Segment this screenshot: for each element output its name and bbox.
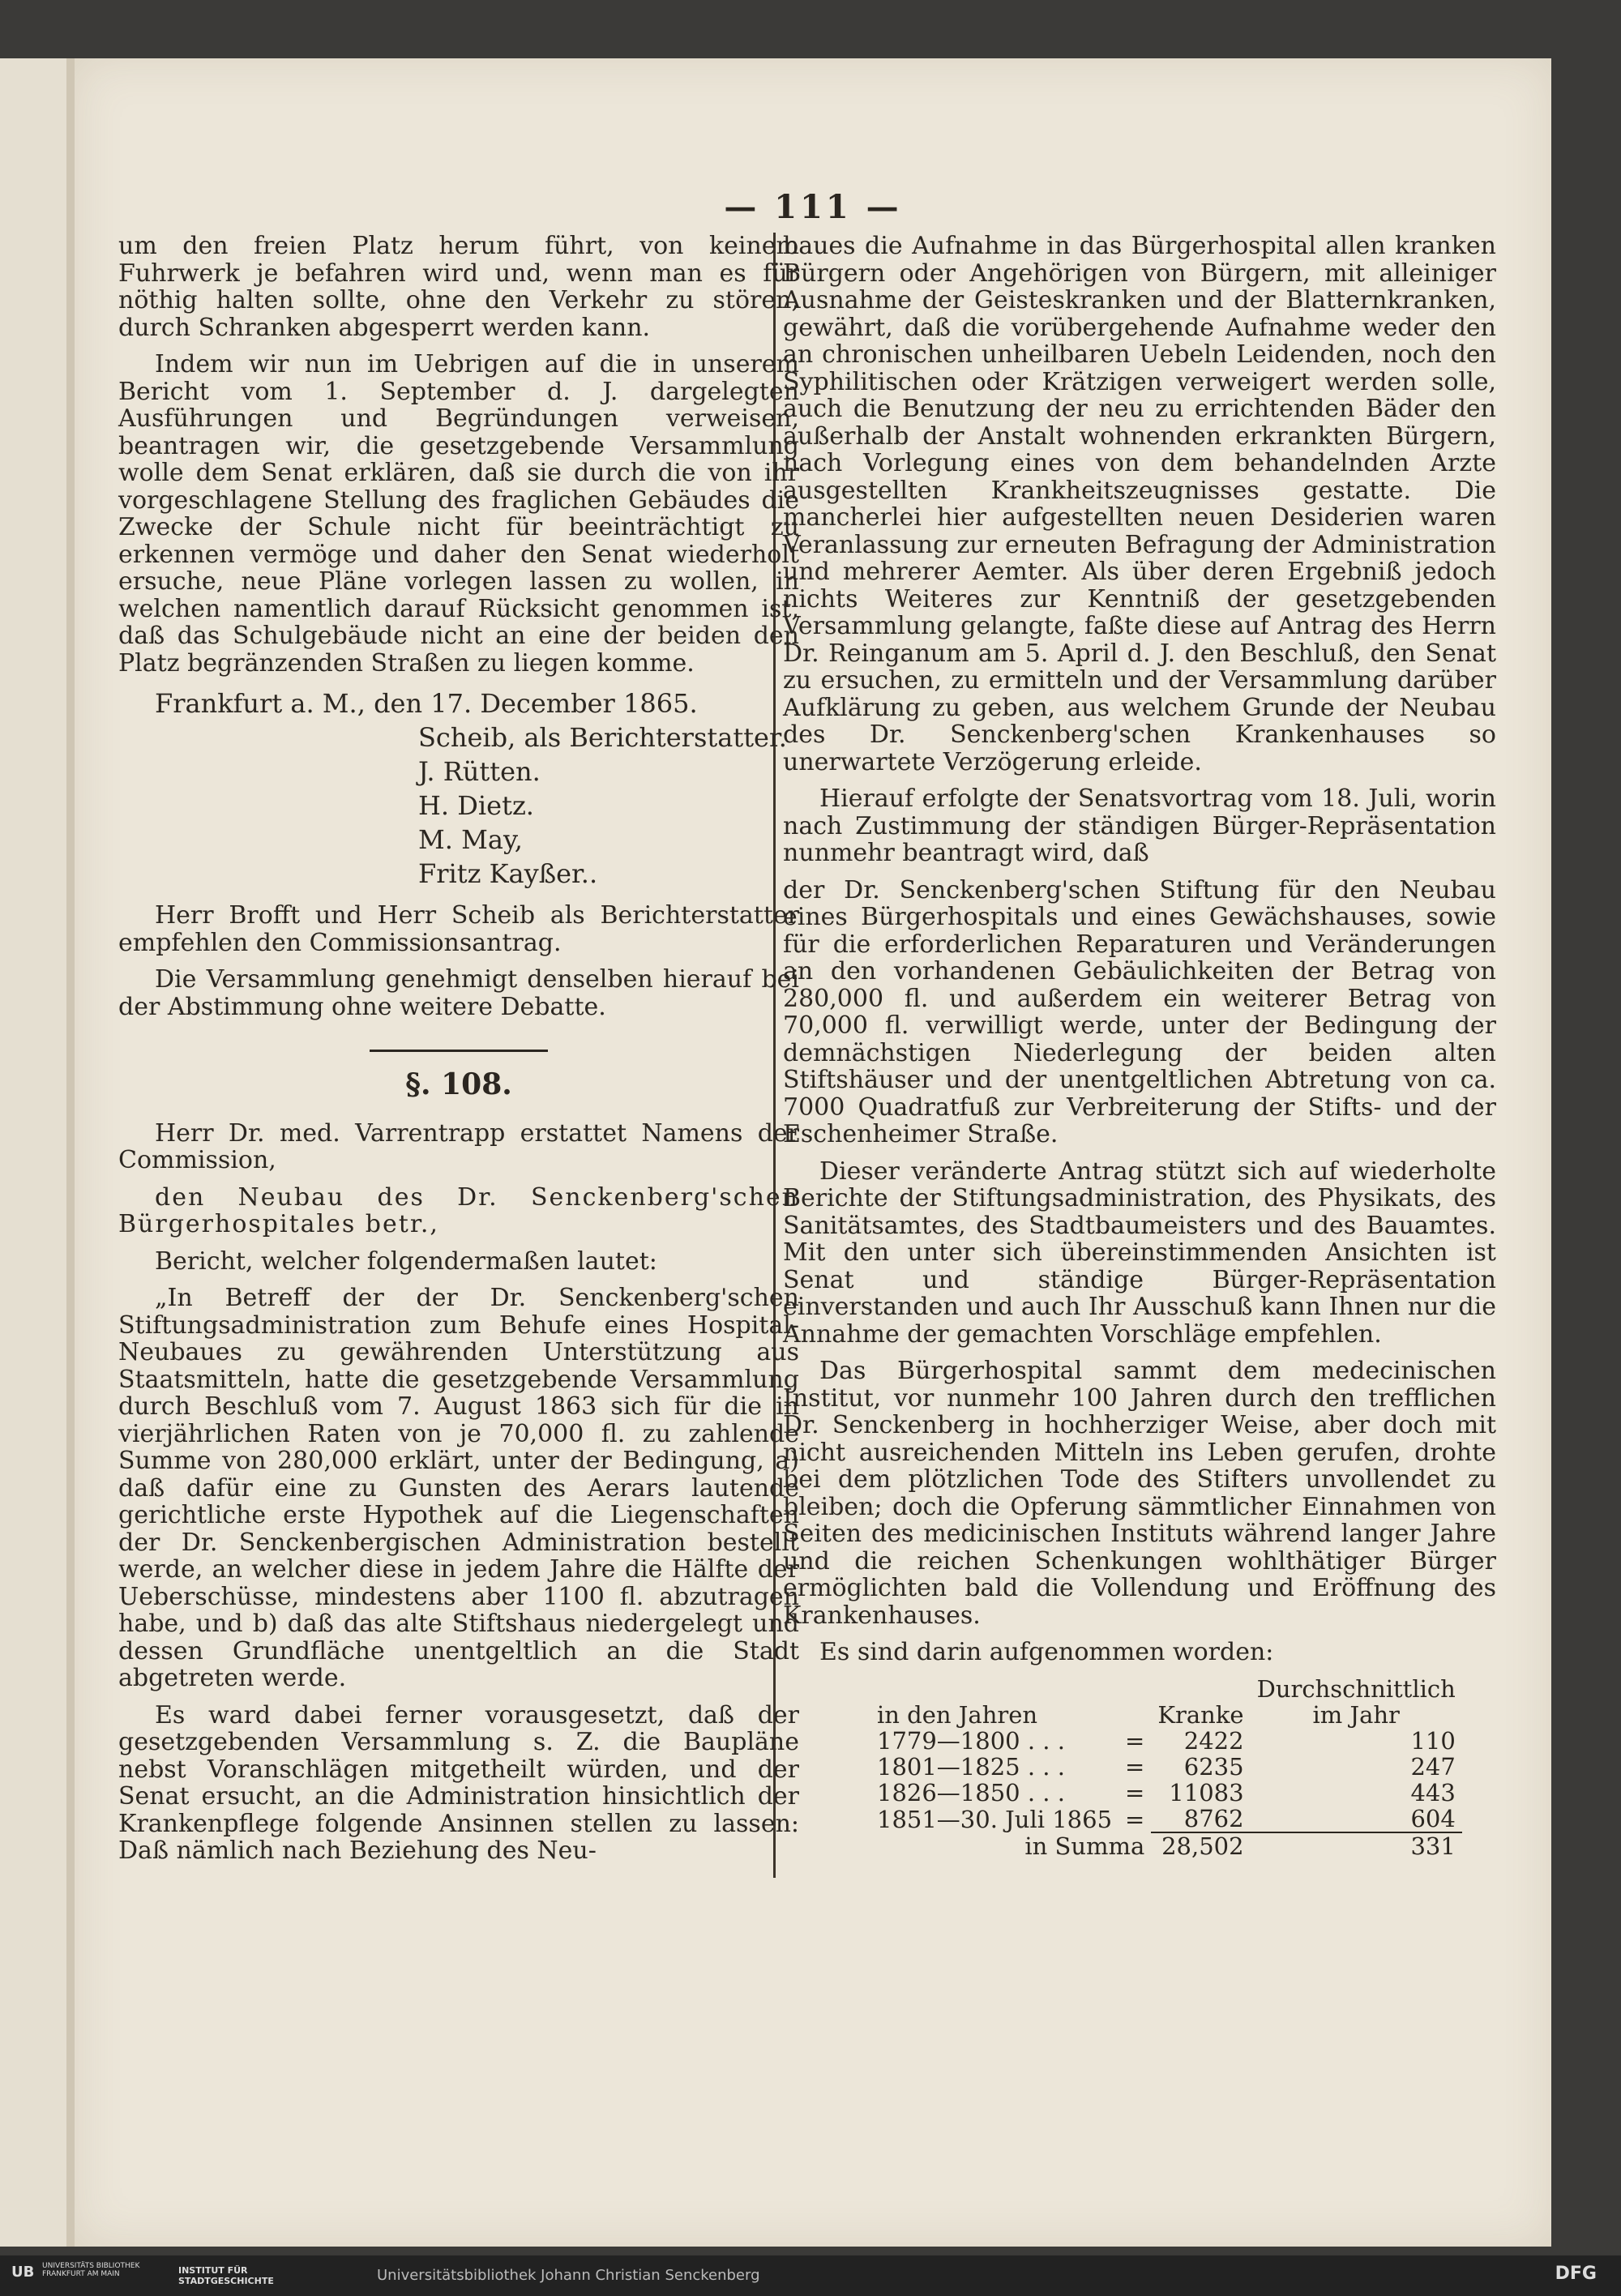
signature: J. Rütten.: [418, 756, 541, 787]
dfg-logo: DFG: [1555, 2264, 1597, 2284]
paragraph: Herr Dr. med. Varrentrapp erstattet Namens der Commission,: [118, 1118, 799, 1174]
table-row: [870, 1806, 1462, 1832]
paragraph: Es ward dabei ferner vorausgesetzt, daß der gesetzgebenden Versammlung s. Z. die Baupläne nebst Voranschlägen mitgetheilt würden, und der Senat ersucht, an die Administration hinsichtlich der Krankenpflege folgende Ansinnen stellen zu lassen: Daß nämlich nach Beziehung des Neu-: [118, 1700, 799, 1865]
table-cell: 6235: [1183, 1752, 1244, 1781]
paragraph: Bericht, welcher folgendermaßen lautet:: [155, 1246, 657, 1276]
admissions-table: [870, 1676, 1462, 1859]
signature: H. Dietz.: [418, 790, 534, 821]
institute-logo: INSTITUT FÜR STADTGESCHICHTE: [178, 2265, 274, 2286]
library-name: Universitätsbibliothek Johann Christian Senckenberg: [377, 2267, 760, 2284]
signature-block: [118, 686, 799, 891]
subject-line: den Neubau des Dr. Senckenberg'schen Bürgerhospitales betr.,: [118, 1182, 799, 1238]
table-cell: 11083: [1169, 1778, 1244, 1806]
table-cell: 443: [1410, 1778, 1456, 1806]
table-cell: 8762: [1183, 1804, 1244, 1832]
paragraph: um den freien Platz herum führt, von keinem Fuhrwerk je befahren wird und, wenn man es für nöthig halten sollte, ohne den Verkehr zu stören, durch Schranken abgesperrt werden kann.: [118, 232, 799, 342]
paragraph: Hierauf erfolgte der Senatsvortrag vom 18. Juli, worin nach Zustimmung der ständigen Bürger-Repräsentation nunmehr beantragt wird, daß: [783, 785, 1496, 867]
sum-label: in Summa: [1024, 1832, 1145, 1860]
previous-page-edge: [0, 58, 75, 2247]
table-cell: 110: [1410, 1726, 1456, 1755]
table-cell: 247: [1410, 1752, 1456, 1781]
right-column: [783, 233, 1496, 1859]
signature: Fritz Kayßer..: [418, 858, 598, 889]
table-cell: 1826—1850 . . .: [877, 1778, 1065, 1806]
paragraph: Das Bürgerhospital sammt dem medecinischen Institut, vor nunmehr 100 Jahren durch den trefflichen Dr. Senckenberg in hochherziger Weise, aber doch mit nicht ausreichenden Mitteln ins Leben gerufen, drohte bei dem plötzlichen Tode des Stifters unvollendet zu bleiben; doch die Opferung sämmtlicher Einnahmen von Seiten des medicinischen Instituts während langer Jahre und die reichen Schenkungen wohlthätiger Bürger ermöglichten bald die Vollendung und Eröffnung des Krankenhauses.: [783, 1357, 1496, 1630]
section-rule: [370, 1050, 548, 1052]
left-column: [118, 233, 799, 1875]
ub-logo: UB: [11, 2264, 35, 2281]
paragraph: Herr Brofft und Herr Scheib als Berichterstatter empfehlen den Commissionsantrag.: [118, 901, 799, 957]
table-cell: 2422: [1183, 1726, 1244, 1755]
paragraph: Die Versammlung genehmigt denselben hierauf bei der Abstimmung ohne weitere Debatte.: [118, 965, 799, 1021]
table-cell: =: [1125, 1778, 1145, 1806]
signature: Scheib, als Berichterstatter.: [418, 722, 787, 753]
page-number: — 111 —: [724, 188, 902, 226]
column-header: in den Jahren: [877, 1700, 1038, 1729]
table-row: [870, 1780, 1462, 1806]
table-cell: =: [1125, 1726, 1145, 1755]
paragraph: Es sind darin aufgenommen worden:: [819, 1638, 1274, 1666]
column-header: Durchschnittlich: [1256, 1674, 1456, 1703]
table-cell: 1851—30. Juli 1865: [877, 1805, 1113, 1833]
table-cell: 604: [1410, 1804, 1456, 1832]
sum-row: [870, 1832, 1462, 1859]
section-heading: §. 108.: [405, 1067, 512, 1101]
table-cell: =: [1125, 1752, 1145, 1781]
signature: M. May,: [418, 824, 523, 855]
place-date: Frankfurt a. M., den 17. December 1865.: [155, 688, 698, 719]
column-header: Kranke: [1157, 1700, 1244, 1729]
ub-logo-text: UNIVERSITÄTS BIBLIOTHEK FRANKFURT AM MAIN: [42, 2262, 140, 2278]
sum-avg: 331: [1251, 1832, 1462, 1859]
table-cell: =: [1125, 1805, 1145, 1833]
table-cell: 1801—1825 . . .: [877, 1752, 1065, 1781]
viewer-footer: [0, 2255, 1621, 2296]
column-header: im Jahr: [1312, 1700, 1400, 1729]
quoted-motion: der Dr. Senckenberg'schen Stiftung für den Neubau eines Bürgerhospitals und eines Gewächshauses, sowie für die erforderlichen Reparaturen und Veränderungen an den vorhandenen Gebäulichkeiten der Betrag von 280,000 fl. und außerdem ein weiterer Betrag von 70,000 fl. verwilligt werde, unter der Bedingung der demnächstigen Niederlegung der beiden alten Stiftshäuser und der unentgeltlichen Abtretung von ca. 7000 Quadratfuß zur Verbreiterung der Stifts- und der Eschenheimer Straße.: [783, 875, 1496, 1148]
paragraph: baues die Aufnahme in das Bürgerhospital allen kranken Bürgern oder Angehörigen von Bürgern, mit alleiniger Ausnahme der Geisteskranken und der Blatternkranken, gewährt, daß die vorübergehende Aufnahme weder den an chronischen unheilbaren Uebeln Leidenden, noch den Syphilitischen oder Krätzigen verweigert werden solle, auch die Benutzung der neu zu errichtenden Bäder den außerhalb der Anstalt wohnenden erkrankten Bürgern, nach Vorlegung eines von dem behandelnden Arzte ausgestellten Krankheitszeugnisses gestatte. Die mancherlei hier aufgestellten neuen Desiderien waren Veranlassung zur erneuten Befragung der Administration und mehrerer Aemter. Als über deren Ergebniß jedoch nichts Weiteres zur Kenntniß der gesetzgebenden Versammlung gelangte, faßte diese auf Antrag des Herrn Dr. Reinganum am 5. April d. J. den Beschluß, den Senat zu ersuchen, zu ermitteln und der Versammlung darüber Aufklärung zu geben, aus welchem Grunde der Neubau des Dr. Senckenberg'schen Krankenhauses so unerwartete Verzögerung erleide.: [783, 232, 1496, 776]
table-row: [870, 1728, 1462, 1754]
table-row: [870, 1754, 1462, 1780]
paragraph: Indem wir nun im Uebrigen auf die in unserem Bericht vom 1. September d. J. dargelegten Ausführungen und Begründungen verweisen, beantragen wir, die gesetzgebende Versammlung wolle dem Senat erklären, daß sie durch die von ihr vorgeschlagene Stellung des fraglichen Gebäudes die Zwecke der Schule nicht für beeinträchtigt zu erkennen vermöge und daher den Senat wiederholt ersuche, neue Pläne vorlegen lassen zu wollen, in welchen namentlich darauf Rücksicht genommen ist, daß das Schulgebäude nicht an eine der beiden den Platz begränzenden Straßen zu liegen komme.: [118, 350, 799, 678]
sum-kranke: 28,502: [1151, 1832, 1250, 1859]
table-cell: 1779—1800 . . .: [877, 1726, 1065, 1755]
paragraph: „In Betreff der der Dr. Senckenberg'schen Stiftungsadministration zum Behufe eines Hospital-Neubaues zu gewährenden Unterstützung aus Staatsmitteln, hatte die gesetzgebende Versammlung durch Beschluß vom 7. August 1863 sich für die in vierjährlichen Raten von je 70,000 fl. zu zahlende Summe von 280,000 erklärt, unter der Bedingung, a) daß dafür eine zu Gunsten des Aerars lautende gerichtliche erste Hypothek auf die Liegenschaften der Dr. Senckenbergischen Administration bestellt werde, an welcher diese in jedem Jahre die Hälfte der Ueberschüsse, mindestens aber 1100 fl. abzutragen habe, und b) daß das alte Stiftshaus niedergelegt und dessen Grundfläche unentgeltlich an die Stadt abgetreten werde.: [118, 1284, 799, 1692]
document-page: [75, 58, 1551, 2247]
paragraph: Dieser veränderte Antrag stützt sich auf wiederholte Berichte der Stiftungsadministration, des Physikats, des Sanitätsamtes, des Stadtbaumeisters und des Bauamtes. Mit den unter sich übereinstimmenden Ansichten ist Senat und ständige Bürger-Repräsentation einverstanden und auch Ihr Ausschuß kann Ihnen nur die Annahme der gemachten Vorschläge empfehlen.: [783, 1157, 1496, 1349]
